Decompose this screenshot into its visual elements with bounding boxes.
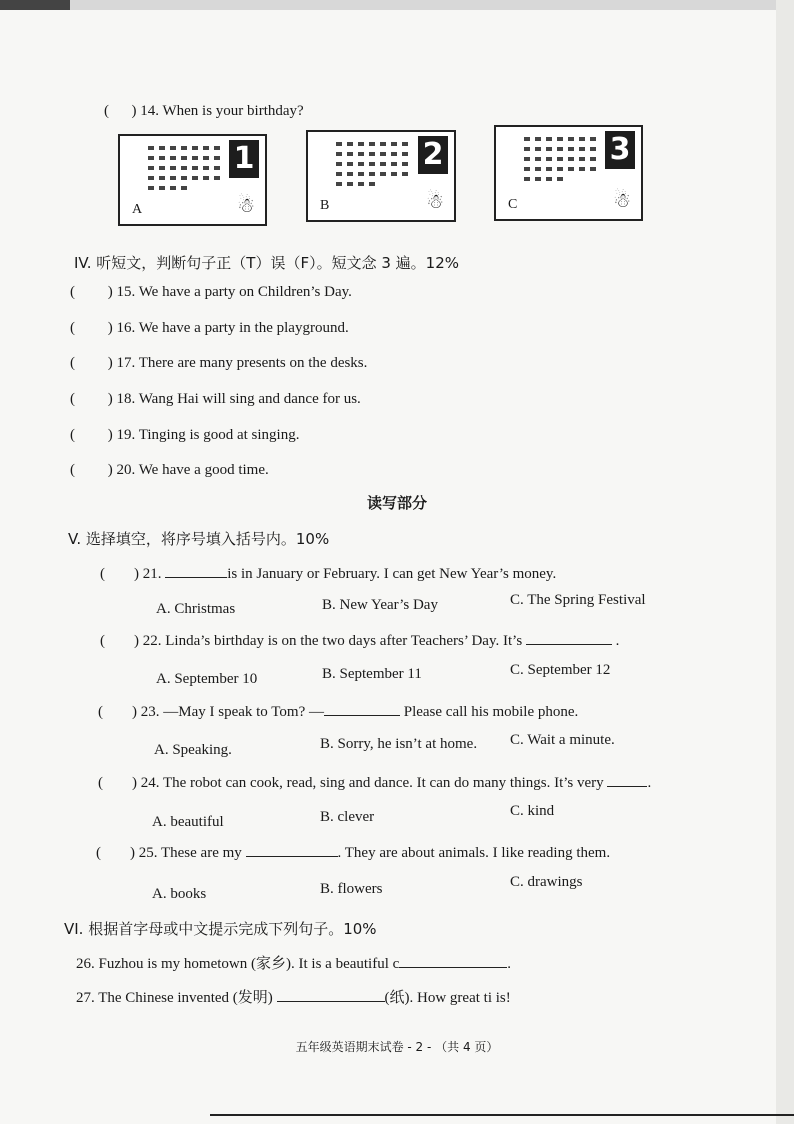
part-title: 读写部分	[366, 494, 427, 512]
picture-letter: A	[132, 202, 143, 217]
question-26: 26. Fuzhou is my hometown (家乡). It is a beautiful c .	[76, 952, 511, 973]
option-22-a: A. September 10	[156, 671, 258, 687]
option-24-c: C. kind	[510, 803, 555, 819]
answer-blank[interactable]	[526, 630, 612, 645]
question-18: ( ) 18. Wang Hai will sing and dance for us.	[70, 391, 361, 407]
option-24-a: A. beautiful	[152, 814, 224, 830]
question-27: 27. The Chinese invented (发明) (纸). How great ti is!	[76, 986, 511, 1007]
option-25-a: A. books	[152, 886, 207, 902]
option-25-c: C. drawings	[510, 874, 583, 890]
option-21-a: A. Christmas	[156, 601, 236, 617]
calendar-number: 2	[418, 136, 448, 174]
calendar-number: 1	[229, 140, 259, 178]
section-6-title: VI. 根据首字母或中文提示完成下列句子。10%	[64, 920, 377, 938]
calendar-number: 3	[605, 131, 635, 169]
calendar-grid	[336, 142, 414, 192]
option-25-b: B. flowers	[320, 881, 383, 897]
character-illustration-icon: ☃	[237, 195, 255, 217]
character-illustration-icon: ☃	[613, 190, 631, 212]
calendar-grid	[148, 146, 226, 196]
question-19: ( ) 19. Tinging is good at singing.	[70, 427, 300, 443]
question-24: ( ) 24. The robot can cook, read, sing and dance. It can do many things. It’s very .	[98, 772, 651, 792]
scan-top-mark	[0, 0, 70, 10]
picture-letter: B	[320, 198, 330, 213]
option-24-b: B. clever	[320, 809, 375, 825]
option-23-c: C. Wait a minute.	[510, 732, 615, 748]
calendar-picture-c	[494, 125, 643, 221]
question-16: ( ) 16. We have a party in the playground.	[70, 320, 349, 336]
option-22-c: C. September 12	[510, 662, 611, 678]
question-23: ( ) 23. —May I speak to Tom? — Please call his mobile phone.	[98, 701, 578, 721]
scan-top-edge	[0, 0, 794, 10]
calendar-picture-a	[118, 134, 267, 226]
calendar-grid	[524, 137, 602, 187]
question-22: ( ) 22. Linda’s birthday is on the two days after Teachers’ Day. It’s .	[100, 630, 619, 650]
page-footer: 五年级英语期末试卷 - 2 - （共 4 页）	[295, 1040, 499, 1054]
answer-blank[interactable]	[246, 842, 338, 857]
answer-blank[interactable]	[277, 987, 385, 1002]
option-23-b: B. Sorry, he isn’t at home.	[320, 736, 478, 752]
question-15: ( ) 15. We have a party on Children’s Day.	[70, 284, 352, 300]
answer-blank[interactable]	[399, 953, 507, 968]
section-5-title: V. 选择填空，将序号填入括号内。10%	[68, 530, 330, 548]
option-22-b: B. September 11	[322, 666, 422, 682]
calendar-picture-b	[306, 130, 456, 222]
question-20: ( ) 20. We have a good time.	[70, 462, 269, 478]
question-17: ( ) 17. There are many presents on the desks.	[70, 355, 368, 371]
answer-blank[interactable]	[607, 772, 647, 787]
picture-letter: C	[508, 197, 518, 212]
option-23-a: A. Speaking.	[154, 742, 232, 758]
question-25: ( ) 25. These are my . They are about animals. I like reading them.	[96, 842, 610, 862]
option-21-c: C. The Spring Festival	[510, 592, 646, 608]
scan-bottom-line	[210, 1114, 794, 1116]
option-21-b: B. New Year’s Day	[322, 597, 438, 613]
character-illustration-icon: ☃	[426, 191, 444, 213]
answer-blank[interactable]	[324, 701, 400, 716]
question-21: ( ) 21. is in January or February. I can get New Year’s money.	[100, 563, 556, 583]
section-4-title: IV. 听短文，判断句子正（T）误（F）。短文念 3 遍。12%	[74, 254, 459, 272]
question-14: ( ) 14. When is your birthday?	[104, 103, 304, 119]
answer-blank[interactable]	[165, 563, 227, 578]
scan-right-edge	[776, 0, 794, 1124]
